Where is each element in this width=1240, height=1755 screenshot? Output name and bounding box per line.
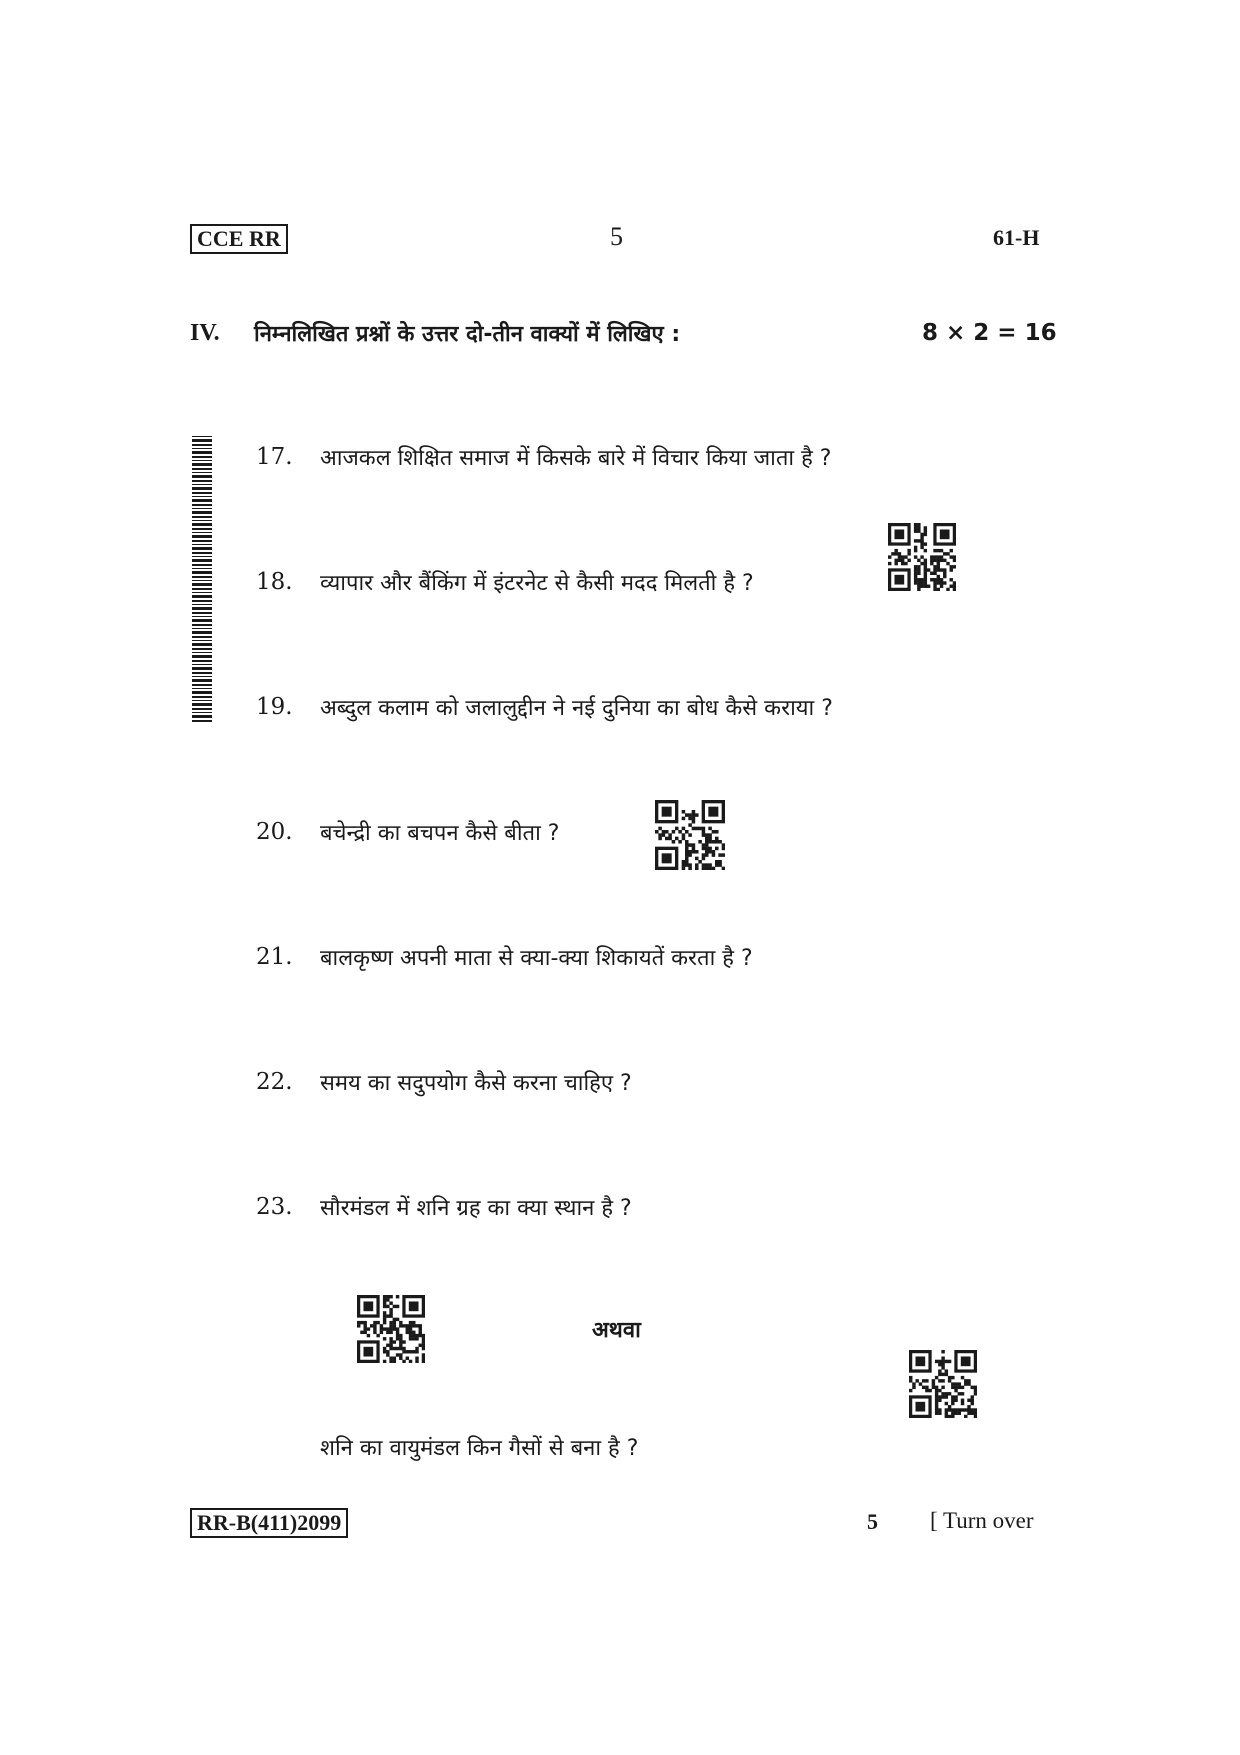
qr-code-icon — [357, 1295, 425, 1363]
section-instruction: निम्नलिखित प्रश्नों के उत्तर दो-तीन वाक्यों में लिखिए : — [254, 322, 681, 347]
question-number: 20. — [256, 819, 293, 845]
section-marks: 8 × 2 = 16 — [922, 320, 1057, 346]
question-text: समय का सदुपयोग कैसे करना चाहिए ? — [320, 1071, 632, 1096]
question-number: 23. — [256, 1194, 293, 1220]
header-paper-code: 61-H — [993, 225, 1040, 250]
qr-code-icon — [888, 523, 956, 591]
footer-page-number: 5 — [867, 1509, 878, 1534]
question-text: बालकृष्ण अपनी माता से क्या-क्या शिकायतें करता है ? — [320, 946, 753, 971]
question-number: 19. — [256, 694, 293, 720]
alternate-question-text: शनि का वायुमंडल किन गैसों से बना है ? — [320, 1436, 639, 1461]
question-text: बचेन्द्री का बचपन कैसे बीता ? — [320, 821, 560, 846]
header-code-box: CCE RR — [190, 224, 288, 254]
header-page-number: 5 — [610, 222, 623, 251]
question-number: 18. — [256, 569, 293, 595]
qr-code-icon — [909, 1350, 977, 1418]
qr-code-icon — [655, 800, 725, 870]
question-text: आजकल शिक्षित समाज में किसके बारे में विचार किया जाता है ? — [320, 446, 832, 471]
footer-turn-over: [ Turn over — [930, 1508, 1034, 1533]
section-roman-numeral: IV. — [190, 320, 220, 346]
barcode-icon — [192, 436, 212, 722]
footer-code-box: RR-B(411)2099 — [190, 1508, 348, 1538]
question-text: व्यापार और बैंकिंग में इंटरनेट से कैसी मदद मिलती है ? — [320, 571, 754, 596]
question-number: 17. — [256, 444, 293, 470]
or-label: अथवा — [592, 1318, 641, 1343]
question-text: अब्दुल कलाम को जलालुद्दीन ने नई दुनिया का बोध कैसे कराया ? — [320, 696, 833, 721]
question-number: 21. — [256, 944, 293, 970]
question-text: सौरमंडल में शनि ग्रह का क्या स्थान है ? — [320, 1196, 632, 1221]
question-number: 22. — [256, 1069, 293, 1095]
